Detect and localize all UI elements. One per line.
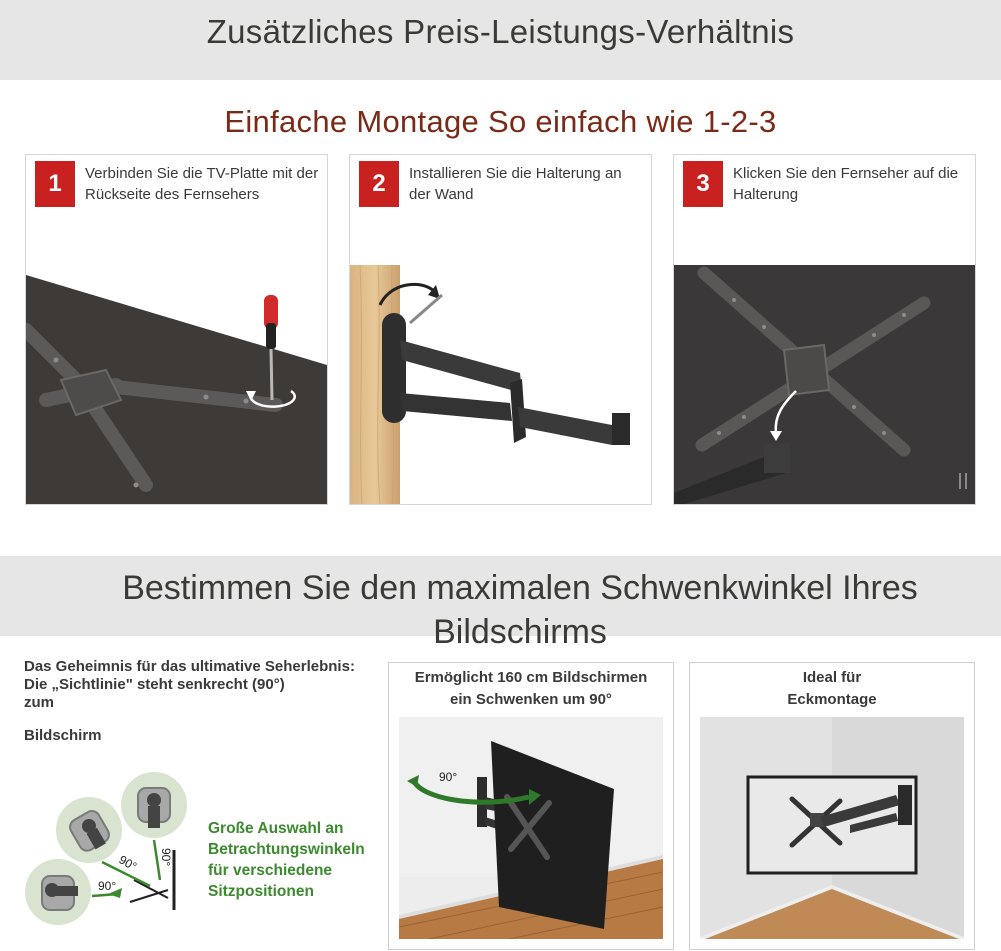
caption-line: Ideal für xyxy=(802,669,862,686)
step-number: 1 xyxy=(35,161,75,207)
caption-line: ein Schwenken um 90° xyxy=(450,691,612,708)
angle-label: 90° xyxy=(159,848,173,867)
caption-line: Ermöglicht 160 cm Bildschirmen xyxy=(414,669,648,686)
page-title: Zusätzliches Preis-Leistungs-Verhältnis xyxy=(206,13,795,50)
angle-label: 90° xyxy=(439,770,458,784)
swivel-intro xyxy=(24,658,384,745)
green-line: Große Auswahl an xyxy=(208,820,344,837)
angle-label: 90° xyxy=(98,879,117,893)
montage-title: Einfache Montage So einfach wie 1-2-3 xyxy=(224,104,777,139)
intro-line: Die „Sichtlinie" steht senkrecht (90°) xyxy=(24,676,285,693)
swivel-title xyxy=(70,566,970,654)
step-card-1 xyxy=(25,154,328,505)
step-number: 2 xyxy=(359,161,399,207)
angle-label: 90° xyxy=(116,852,140,874)
intro-line: Bildschirm xyxy=(24,727,102,744)
tv-frame xyxy=(748,777,916,873)
swivel-panel xyxy=(388,662,674,950)
green-line: Betrachtungswinkeln xyxy=(208,841,365,858)
step-text: Installieren Sie die Halterung an der Wand xyxy=(409,165,622,203)
swivel-illustration xyxy=(399,717,663,939)
step-text: Verbinden Sie die TV-Platte mit der Rückseite des Fernsehers xyxy=(85,165,319,203)
step-card-2 xyxy=(349,154,652,505)
step1-illustration xyxy=(26,155,327,504)
corner-panel xyxy=(689,662,975,950)
corner-illustration xyxy=(700,717,964,939)
panel-caption xyxy=(690,667,974,711)
step2-illustration xyxy=(350,155,651,504)
panel-caption xyxy=(389,667,673,711)
green-line: Sitzpositionen xyxy=(208,883,314,900)
viewing-angle-note xyxy=(208,818,388,902)
intro-line: Das Geheimnis für das ultimative Seherlebnis: xyxy=(24,658,355,675)
swivel-title-line1: Bestimmen Sie den maximalen Schwenkwinkel Ihres xyxy=(122,569,918,607)
green-line: für verschiedene xyxy=(208,862,333,879)
step-number: 3 xyxy=(683,161,723,207)
step-card-3 xyxy=(673,154,976,505)
swivel-title-line2: Bildschirms xyxy=(433,613,607,651)
viewing-angle-diagram xyxy=(22,770,207,945)
intro-line: zum xyxy=(24,694,54,711)
step3-illustration xyxy=(674,155,975,504)
caption-line: Eckmontage xyxy=(787,691,877,708)
step-text: Klicken Sie den Fernseher auf die Halterung xyxy=(733,165,959,203)
